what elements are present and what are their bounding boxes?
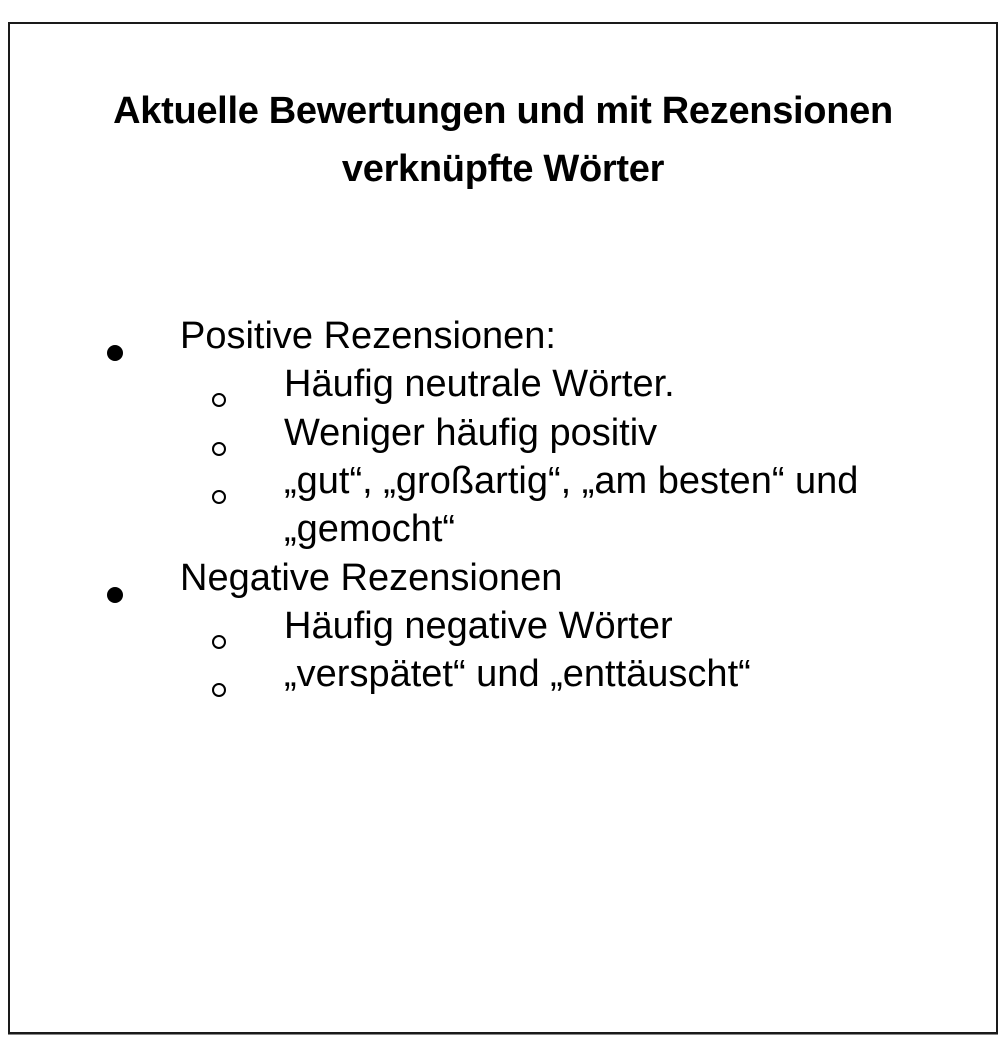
hollow-bullet-icon (212, 473, 226, 521)
hollow-bullet-icon (212, 618, 226, 666)
slide-title (10, 82, 996, 198)
sub-item-text: Häufig neutrale Wörter. (284, 363, 675, 405)
filled-bullet-icon (107, 328, 123, 376)
sub-item-text: „gemocht“ (284, 508, 456, 550)
title-line-2: verknüpfte Wörter (341, 148, 665, 190)
section-heading: Negative Rezensionen (180, 557, 563, 599)
sub-item-text: Weniger häufig positiv (284, 412, 658, 454)
hollow-bullet-icon (212, 425, 226, 473)
title-line-1: Aktuelle Bewertungen und mit Rezensionen (113, 90, 893, 132)
hollow-bullet-icon (212, 666, 226, 714)
sub-item-text: Häufig negative Wörter (284, 605, 673, 647)
filled-bullet-icon (107, 570, 123, 618)
section-heading: Positive Rezensionen: (180, 315, 556, 357)
slide (8, 22, 998, 1034)
sub-item-text: „gut“, „großartig“, „am besten“ und (284, 460, 859, 502)
hollow-bullet-icon (212, 376, 226, 424)
sub-item-text: „verspätet“ und „enttäuscht“ (284, 653, 751, 695)
